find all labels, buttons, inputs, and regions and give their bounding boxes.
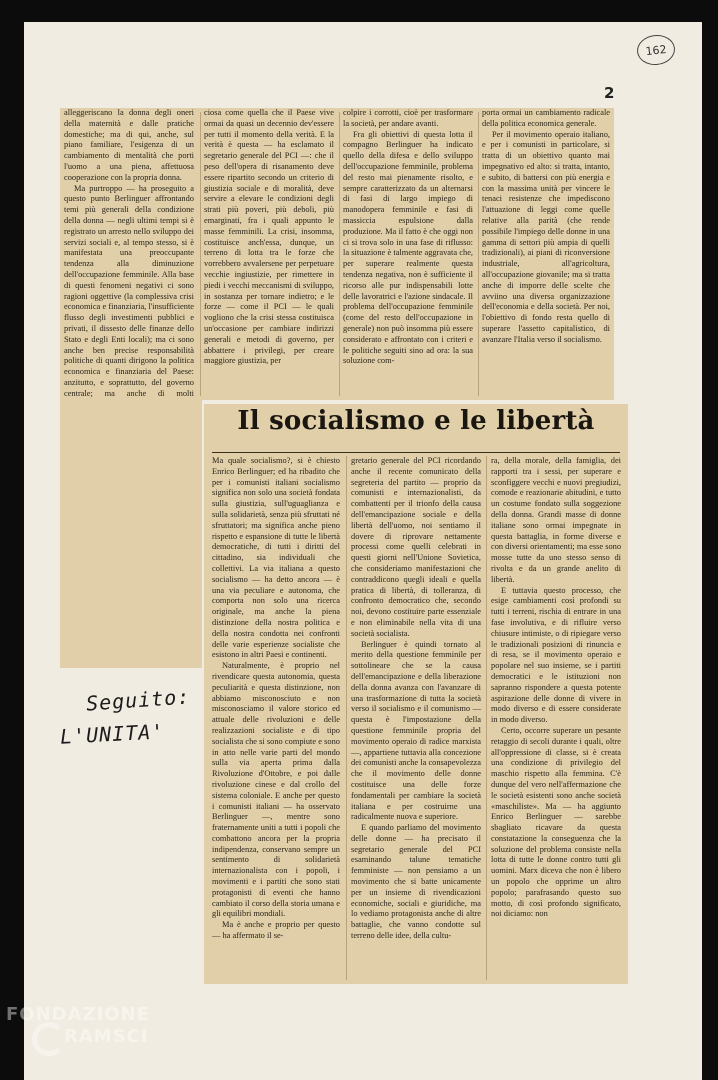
article-paragraph: ciosa come quella che il Paese vive ormai da quasi un decennio dev'essere per tutti il momento della verità. E la verità è questa — ha esclamato il segretario generale del PCI —: che il peso dell'opera di risanamento deve essere ripartito secondo un criterio di giustizia sociale e di moralità, deve servire a elevare le condizioni degli strati più poveri, più deboli, più emarginati, fra i quali appunto le masse femminili. La crisi, insomma, costituisce anch'essa, dunque, un terreno di lotta tra le forze che vorrebbero avvalersene per perpetuare vecchie ingiustizie, per rimettere in piedi i vecchi meccanismi di sviluppo, in sostanza per tornare indietro; e le forze — come il PCI — le quali vogliono che la crisi stessa costituisca un'occasione per cambiare indirizzi generali e metodi di governo, per abbattere i privilegi, per creare maggiore giustizia, per: [204, 108, 334, 366]
article-paragraph: Per il movimento operaio italiano, e per i comunisti in particolare, si tratta di un obiettivo quanto mai impegnativo ed alto: si tratta, intanto, e subito, di battersi con più energia e con la massima unità per vincere le tenaci resistenze che impediscono l'attuazione di leggi come quelle relative alla parità (che rende possibile l'impiego delle donne in una gamma di settori più ampia di quelli tradizionali), ai piani di riconversione industriale, all'agricoltura, all'occupazione giovanile; ma si tratta anche di imporre delle scelte che avviino una diversa organizzazione dell'economia e della società. Per noi, l'obiettivo di fondo resta quello di superare l'assetto capitalistico, di avanzare l'Italia verso il socialismo.: [482, 129, 610, 344]
page-number: 2: [604, 84, 615, 102]
handwritten-note-line-1: Seguito:: [85, 684, 192, 716]
article-paragraph: gretario generale del PCI ricordando anche il recente comunicato della segreteria del partito — proprio da comunisti e internazionalisti, da combattenti per il trionfo della causa dell'emancipazione sociale e della libertà dell'uomo, noi sentiamo il dovere di riprovare nettamente processi come quelli celebrati in questi giorni nell'Unione Sovietica, che consideriamo manifestazioni che contraddicono quegli ideali e quella pratica di libertà, di tolleranza, di confronto democratico che, secondo noi, devono costituire parte essenziale e non eliminabile nella vita di una società socialista.: [351, 456, 481, 638]
article-paragraph: Certo, occorre superare un pesante retaggio di secoli durante i quali, oltre all'oppressione di classe, si è creata una condizione di privilegio del maschio rispetto alla femmina. C'è dunque del vero nell'affermazione che le società esistenti sono anche società «maschiliste». Ma — ha aggiunto Enrico Berlinguer — sarebbe sbagliato ricavare da questa constatazione la conseguenza che la soluzione del problema consiste nella lotta di tutte le donne contro tutti gli uomini. Marx diceva che non è libero un popolo che opprime un altro popolo; parafrasando questo suo motto, di così profondo significato, noi diciamo: non: [491, 725, 621, 919]
article-paragraph: colpire i corrotti, cioè per trasformare la società, per andare avanti.: [343, 108, 473, 128]
article-paragraph: Ma purtroppo — ha proseguito a questo punto Berlinguer affrontando temi più generali della condizione della donna — negli ultimi tempi si è registrato un arresto nello sviluppo dei servizi sociali e, al tempo stesso, si è manifestata una preoccupante tendenza alla diminuzione dell'occupazione femminile. Alla base di questi fenomeni negativi ci sono ragioni oggettive (la complessiva crisi economica e finanziaria, l'insufficiente flusso degli investimenti pubblici e privati, il dissesto delle finanze dello Stato e degli Enti locali); ma ci sono anche ben precise responsabilità politiche di quanti dirigono la politica economica e finanziaria del Paese: anzitutto, e soprattutto, del governo centrale; ma anche di molti: [64, 183, 194, 398]
lower-article-clipping: [204, 404, 628, 984]
upper-article-column-2: [204, 108, 334, 400]
article-paragraph: E quando parliamo del movimento delle donne — ha precisato il segretario generale del PCI esaminando talune tematiche femministe — non pensiamo a un movimento che si batte unicamente per un insieme di rivendicazioni economiche, sociali e giuridiche, ma lo vediamo protagonista anche di altre battaglie, che vanno condotte sul terreno delle idee, della cultu-: [351, 823, 481, 941]
article-paragraph: Ma è anche e proprio per questo — ha affermato il se-: [212, 920, 340, 941]
article-paragraph: Ma quale socialismo?, si è chiesto Enrico Berlinguer; ed ha ribadito che per i comunisti italiani socialismo significa non solo una società fondata sulla giustizia, sull'uguaglianza e sulla solidarietà, senza più sfruttati né sfruttatori; ma significa anche pieno rispetto e espansione di tutte le libertà democratiche, di tutti i diritti del cittadino, sia individuali che collettivi. La via italiana a questo socialismo — ha detto ancora — è una via peculiare e autonoma, che comporta non solo una ricerca originale, ma anche la piena distinzione della nostra politica e della nostra condotta nei confronti delle varie esperienze socialiste che esistono in altri Paesi e continenti.: [212, 456, 340, 660]
article-paragraph: Berlinguer è quindi tornato al merito della questione femminile per sottolineare che se la causa dell'emancipazione e della liberazione della donna avanza con l'avanzare di una trasformazione di tutta la società verso il socialismo e il comunismo — questa è l'impostazione della questione femminile propria del movimento operaio di radice marxista —, appartiene tuttavia alla concezione dei comunisti anche la consapevolezza che il movimento delle donne costituisce una delle forze fondamentali per cambiare la società italiana e per costruirne una radicalmente nuova e superiore.: [351, 639, 481, 822]
upper-article-column-3: [343, 108, 473, 400]
article-paragraph: Naturalmente, è proprio nel rivendicare questa autonomia, questa peculiarità e questa distinzione, non abbiamo misconosciuto e non misconosciamo il valore storico ed attuale delle rivoluzioni e delle realizzazioni socialiste e di tipo socialista che si sono compiute e sono in atto nelle varie parti del mondo sulla via aperta prima dalla Rivoluzione d'Ottobre, e poi dalle rivoluzione cinese e dal crollo del sistema coloniale. E anche per questo i comunisti italiani — ha osservato Berlinguer —, mentre sono fraternamente uniti a tutti i popoli che combattono ancora per la propria indipendenza, conservano sempre un sentimento di solidarietà internazionalista con i popoli, i movimenti e i partiti che sono stati protagonisti di eventi che hanno cambiato il corso della storia umana e gli equilibri mondiali.: [212, 661, 340, 919]
upper-article-column-4: [482, 108, 610, 400]
handwritten-note-line-2: L'UNITA': [59, 719, 165, 749]
upper-article-continuation: [60, 400, 202, 668]
upper-article-clipping: [60, 108, 614, 400]
watermark-line-1: FONDAZIONE: [6, 1004, 150, 1025]
lower-article-column-2: [351, 456, 481, 980]
article-paragraph: porta ormai un cambiamento radicale della politica economica generale.: [482, 108, 610, 128]
lower-article-column-3: [491, 456, 621, 980]
lower-article-column-1: [212, 456, 340, 980]
article-headline: Il socialismo e le libertà: [237, 406, 595, 436]
article-paragraph: ra, della morale, della famiglia, dei rapporti tra i sessi, per superare e sconfiggere vecchi e nuovi pregiudizi, comode e reazionarie abitudini, e tutto un costume fondato sulla soggezione della donna. Grandi masse di donne italiane sono ormai impegnate in questa battaglia, in forme diverse e con diversi orientamenti; ma esse sono mosse tutte da uno stesso senso di rivolta e da un grande anelito di libertà.: [491, 456, 622, 584]
article-paragraph: Fra gli obiettivi di questa lotta il compagno Berlinguer ha indicato quello della difesa e dello sviluppo dell'occupazione femminile, problema del resto mai pienamente risolto, e sempre caratterizzato da un alternarsi di fasi di largo impiego di manodopera femminile e fasi di massiccia espulsione dalla produzione. Ma il fatto è che oggi non ci si trova solo in una fase di riflusso: la situazione è talmente aggravata che, per superare realmente questa tendenza negativa, non è sufficiente il ricorso alle pur indispensabili lotte delle lavoratrici e l'azione sindacale. Il problema dell'occupazione femminile (come del resto dell'occupazione in generale) non può insomma più essere considerato e affrontato con i criteri e le politiche seguiti sino ad ora: la sua soluzione com-: [343, 129, 473, 366]
article-paragraph: E tuttavia questo processo, che esige cambiamenti così profondi su tutti i terreni, rischia di entrare in una fase involutiva, e di rifluire verso chiusure intimiste, o di ripiegare verso le tradizionali posizioni di rinuncia e di resa, se il movimento operaio e popolare nel suo insieme, se i partiti democratici e le istituzioni non sapranno rispondere a questa potente aspirazione delle donne di vivere in modo diverso e di essere considerate in modo diverso.: [491, 585, 621, 725]
article-paragraph: alleggeriscano la donna degli oneri della maternità e dalle pratiche domestiche; ma di qui, anche, sul piano familiare, l'esigenza di un cambiamento di mentalità che porti l'uomo a una piena, affettuosa cooperazione con la propria donna.: [64, 108, 194, 182]
archive-number-stamp: 162: [636, 33, 677, 67]
watermark-line-2: RAMSCI: [64, 1026, 149, 1047]
